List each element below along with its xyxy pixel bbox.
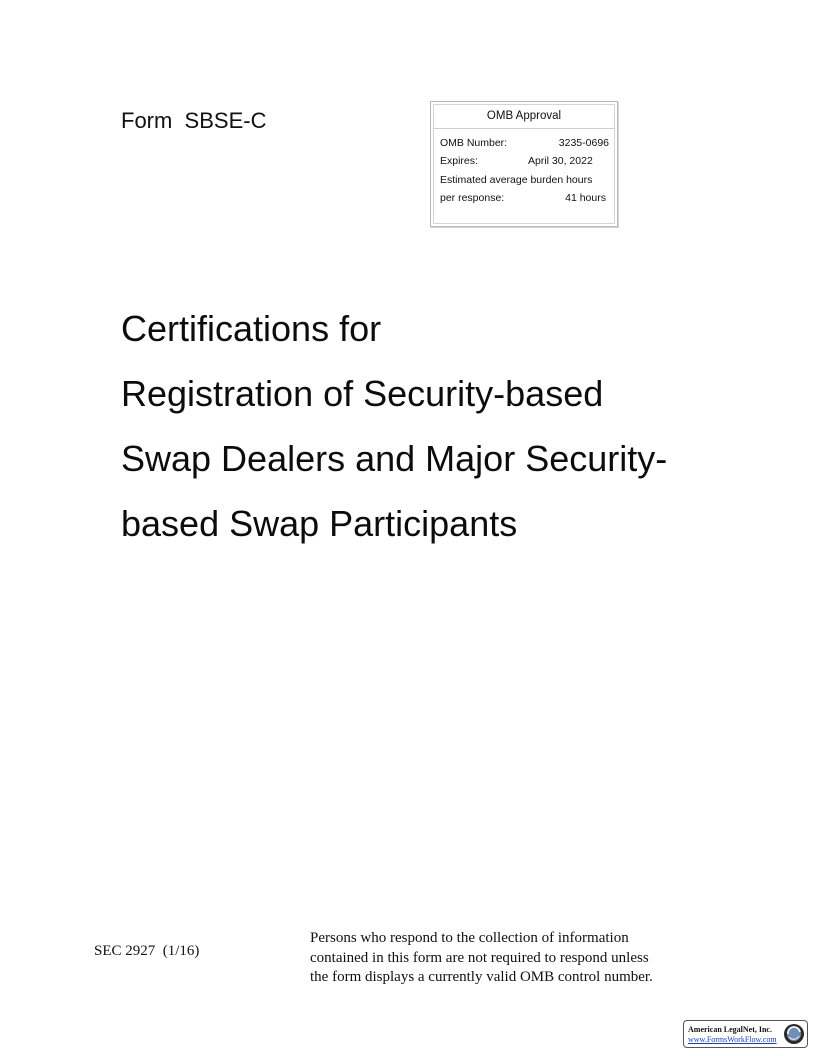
omb-expires-row (440, 153, 609, 169)
omb-number-row (440, 135, 609, 151)
title-line: Swap Dealers and Major Security- (121, 438, 668, 479)
notice-line: Persons who respond to the collection of information (310, 930, 629, 946)
omb-approval-box (430, 101, 618, 227)
badge-company-name: American LegalNet, Inc. (688, 1025, 772, 1034)
form-label: Form SBSE-C (121, 108, 267, 133)
globe-logo-icon (783, 1023, 805, 1045)
document-title (121, 296, 667, 556)
omb-number-label: OMB Number: (440, 137, 508, 149)
omb-burden-row (440, 172, 609, 188)
notice-line: contained in this form are not required to respond unless (310, 949, 649, 966)
omb-expires-value: April 30, 2022 (528, 155, 593, 167)
omb-per-response-value: 41 hours (565, 192, 606, 204)
omb-number-value: 3235-0696 (558, 137, 609, 149)
title-line: Registration of Security-based (121, 373, 604, 414)
sec-form-code: SEC 2927 (1/16) (94, 943, 200, 959)
omb-burden-label: Estimated average burden hours (440, 174, 593, 186)
title-line: based Swap Participants (121, 503, 518, 544)
badge-url-link[interactable]: www.FormsWorkFlow.com (688, 1035, 777, 1044)
omb-per-response-row (440, 190, 609, 206)
omb-notice (310, 929, 710, 988)
title-line: Certifications for (121, 308, 382, 349)
omb-approval-title: OMB Approval (434, 105, 614, 129)
omb-per-response-label: per response: (440, 192, 505, 204)
omb-expires-label: Expires: (440, 155, 478, 167)
legalnet-badge[interactable] (683, 1020, 808, 1048)
notice-line: the form displays a currently valid OMB control number. (310, 969, 653, 985)
